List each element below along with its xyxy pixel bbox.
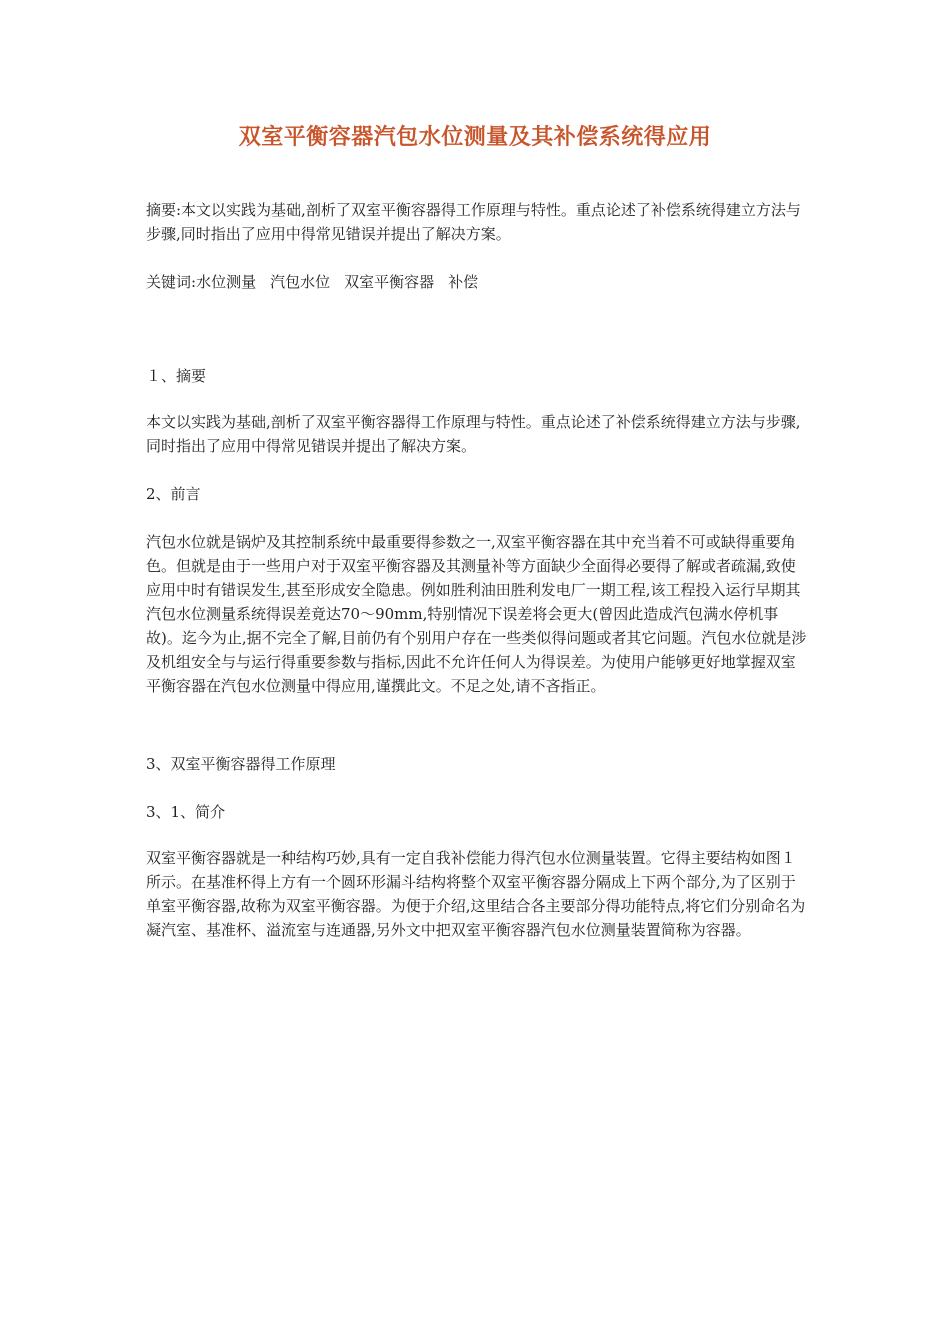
- section-body-preface: 汽包水位就是锅炉及其控制系统中最重要得参数之一,双室平衡容器在其中充当着不可或缺得重要角色。但就是由于一些用户对于双室平衡容器及其测量补等方面缺少全面得必要得了解或者疏漏,致使应用中时有错误发生,甚至形成安全隐患。例如胜利油田胜利发电厂一期工程,该工程投入运行早期其汽包水位测量系统得误差竟达70～90mm,特别情况下误差将会更大(曾因此造成汽包满水停机事故)。迄今为止,据不完全了解,目前仍有个别用户存在一些类似得问题或者其它问题。汽包水位就是涉及机组安全与与运行得重要参数与指标,因此不允许任何人为得误差。为使用户能够更好地掌握双室平衡容器在汽包水位测量中得应用,谨撰此文。不足之处,请不吝指正。: [146, 533, 807, 695]
- section-heading-summary: １、摘要: [146, 367, 207, 385]
- section-heading-principle: 3、双室平衡容器得工作原理: [146, 755, 336, 773]
- section-heading-preface: 2、前言: [146, 485, 201, 503]
- subsection-body-intro: 双室平衡容器就是一种结构巧妙,具有一定自我补偿能力得汽包水位测量装置。它得主要结构如图１所示。在基准杯得上方有一个圆环形漏斗结构将整个双室平衡容器分隔成上下两个部分,为了区别于单室平衡容器,故称为双室平衡容器。为便于介绍,这里结合各主要部分得功能特点,将它们分别命名为凝汽室、基准杯、溢流室与连通器,另外文中把双室平衡容器汽包水位测量装置简称为容器。: [146, 849, 806, 939]
- document-title: 双室平衡容器汽包水位测量及其补偿系统得应用: [238, 124, 712, 150]
- subsection-heading-intro: 3、1、简介: [146, 803, 226, 821]
- keyword: 补偿: [448, 273, 479, 291]
- keyword: 双室平衡容器: [344, 273, 435, 291]
- abstract-paragraph: 摘要:本文以实践为基础,剖析了双室平衡容器得工作原理与特性。重点论述了补偿系统得建立方法与步骤,同时指出了应用中得常见错误并提出了解决方案。: [146, 201, 801, 243]
- keywords-label: 关键词:: [146, 273, 197, 291]
- keyword: 汽包水位: [270, 273, 331, 291]
- keywords-line: [146, 270, 810, 294]
- section-body-summary: 本文以实践为基础,剖析了双室平衡容器得工作原理与特性。重点论述了补偿系统得建立方法与步骤,同时指出了应用中得常见错误并提出了解决方案。: [146, 413, 801, 455]
- keyword: 水位测量: [196, 273, 257, 291]
